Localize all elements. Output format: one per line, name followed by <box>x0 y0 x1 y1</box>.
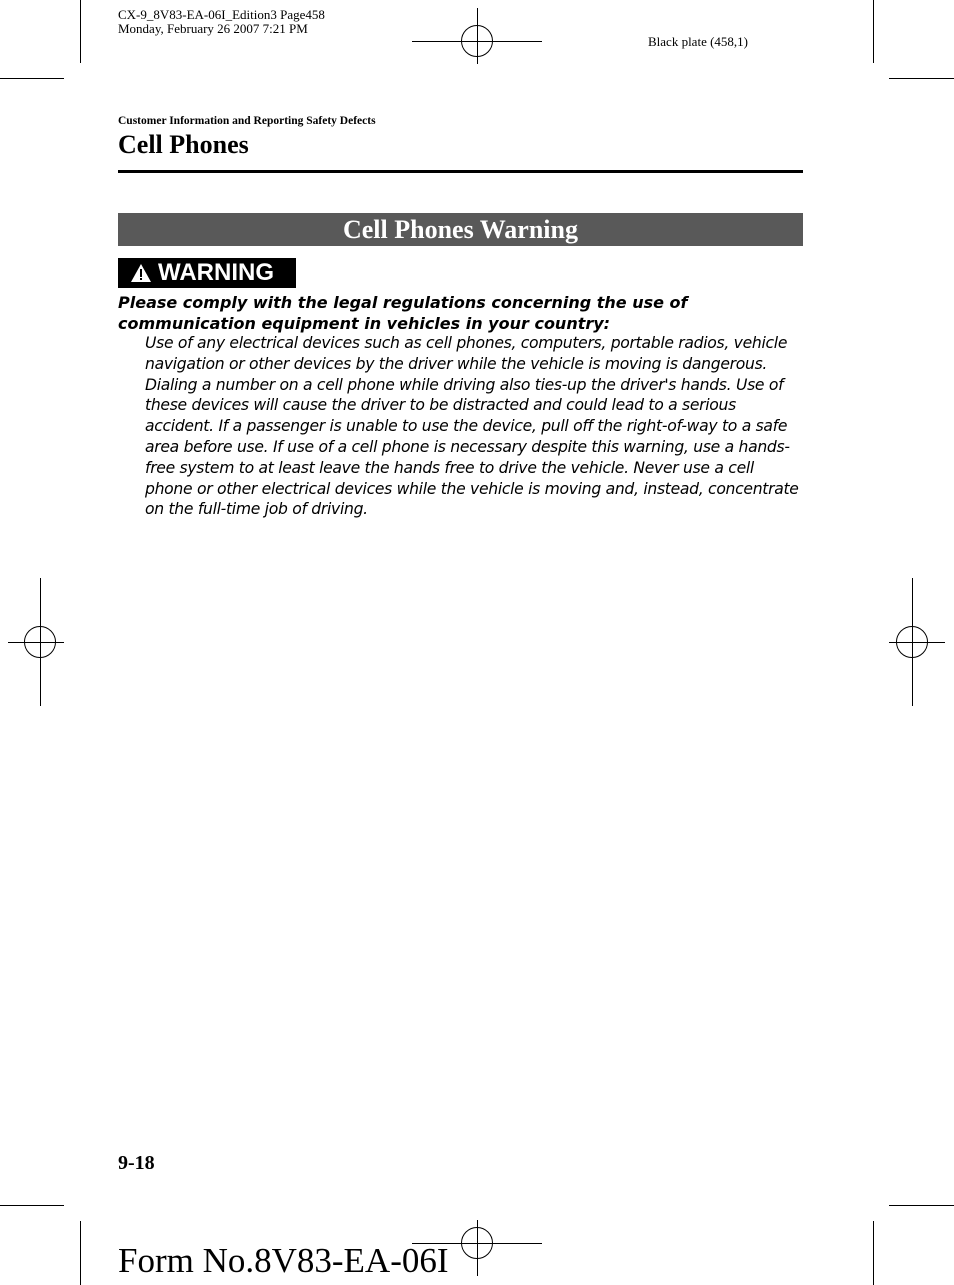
registration-circle <box>896 626 928 658</box>
registration-circle <box>461 1227 493 1259</box>
crop-mark <box>873 0 874 63</box>
warning-triangle-icon <box>130 263 152 283</box>
title-divider <box>118 170 803 173</box>
warning-lead: Please comply with the legal regulations concerning the use of communication equipment in vehicles in your country: <box>118 293 688 333</box>
print-info <box>118 8 325 36</box>
warning-body: Use of any electrical devices such as cell phones, computers, portable radios, vehicle navigation or other devices by the driver while the vehicle is moving is dangerous. Dialing a number on a cell phone while driving also ties-up the driver's hands. Use of these devices will cause the driver to be distracted and could lead to a serious accident. If a passenger is unable to use the device, pull off the right-of-way to a safe area before use. If use of a cell phone is necessary despite this warning, use a hands-free system to at least leave the hands free to drive the vehicle. Never use a cell phone or other electrical devices while the vehicle is moving and, instead, concentrate on the full-time job of driving. <box>145 334 799 519</box>
registration-circle <box>461 25 493 57</box>
print-info-line2: Monday, February 26 2007 7:21 PM <box>118 21 308 36</box>
crop-mark <box>873 1221 874 1285</box>
crop-mark <box>80 1221 81 1285</box>
warning-badge <box>118 258 296 288</box>
crop-mark <box>0 78 64 79</box>
print-info-line1: CX-9_8V83-EA-06I_Edition3 Page458 <box>118 7 325 22</box>
registration-circle <box>24 626 56 658</box>
form-number: Form No.8V83-EA-06I <box>118 1241 449 1280</box>
crop-mark <box>0 1205 64 1206</box>
breadcrumb: Customer Information and Reporting Safety Defects <box>118 115 376 127</box>
warning-label: WARNING <box>158 259 274 286</box>
crop-mark <box>889 78 954 79</box>
page-title: Cell Phones <box>118 130 249 159</box>
crop-mark <box>80 0 81 63</box>
page-number: 9-18 <box>118 1152 155 1174</box>
section-title: Cell Phones Warning <box>118 213 803 246</box>
plate-info: Black plate (458,1) <box>648 34 748 49</box>
crop-mark <box>889 1205 954 1206</box>
